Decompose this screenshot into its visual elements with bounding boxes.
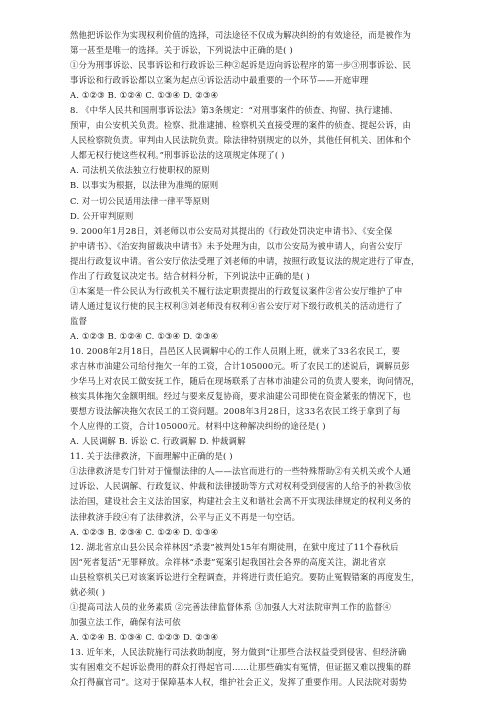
text-line: A. ①②③ B. ②③④ C. ①②④ D. ①③④ bbox=[70, 526, 219, 537]
text-line: 作出了行政复议决定书。结合材料分析，下列说法中正确的是( ) bbox=[70, 270, 310, 281]
text-line: 11. 关于法律救济，下面理解中正确的是( ) bbox=[70, 451, 233, 462]
text-line: 众打得赢官司”。这对于保障基本人权，维护社会正义，发挥了重要作用。人民法院对弱势 bbox=[70, 677, 407, 688]
text-line: 护申请书》、《治安拘留裁决申请书》未予处理为由，以市公安局为被申请人，向省公安厅 bbox=[70, 240, 403, 251]
text-line: 8. 《中华人民共和国刑事诉讼法》第3条规定：“对刑事案件的侦查、拘留、执行逮捕、 bbox=[70, 105, 398, 116]
text-line: 个人应得的工资，合计105000元。材料中这种解决纠纷的途径是( ) bbox=[70, 421, 326, 432]
text-line: 第一甚至是唯一的选择。关于诉讼，下列说法中正确的是( ) bbox=[70, 45, 293, 56]
text-line: 提出行政复议申请。省公安厅依法受理了刘老师的申请，按照行政复议法的规定进行了审查， bbox=[70, 255, 420, 266]
text-line: 预审，由公安机关负责。检察、批准逮捕、检察机关直接受理的案件的侦查、提起公诉，由 bbox=[70, 120, 411, 131]
text-line: 核实具体拖欠金额明细。经过与要来反复协商，要求油建公司即使在资金紧张的情况下，也 bbox=[70, 391, 411, 402]
document-body bbox=[70, 28, 456, 690]
text-line: 法治国，建设社会主义法治国家，构建社会主义和谐社会离不开实现法律规定的权利义务的 bbox=[70, 496, 411, 507]
text-line: 请人通过复议行使的民主权利③刘老师没有权利④省公安厅对下级行政机关的活动进行了 bbox=[70, 300, 403, 311]
text-line: 就必须( ) bbox=[70, 586, 106, 597]
text-line: A. ①②③ B. ①②④ C. ①③④ D. ②③④ bbox=[70, 330, 219, 341]
text-line: 加强立法工作，确保有法可依 bbox=[70, 616, 181, 627]
text-line: 然他把诉讼作为实现权利价值的选择，司法途径不仅成为解决纠纷的有效途径，而是被作为 bbox=[70, 30, 411, 40]
text-line: 求吉林市油建公司给付拖欠一年的工资，合计105000元。听了农民工的述说后，调解员彭 bbox=[70, 361, 410, 372]
text-line: 山县检察机关已对该案诉讼进行全程调查，并将进行责任追究。要防止冤假错案的再度发生， bbox=[70, 571, 420, 582]
text-line: A. 人民调解 B. 诉讼 C. 行政调解 D. 仲裁调解 bbox=[70, 436, 246, 447]
text-line: A. ①②③ B. ①②④ C. ①③④ D. ②③④ bbox=[70, 90, 219, 101]
text-line: 13. 近年来，人民法院施行司法救助制度，努力做到“让那些合法权益受到侵害、但经济确 bbox=[70, 646, 407, 657]
text-line: 监督 bbox=[70, 315, 88, 326]
text-line: 人民检察院负责。审判由人民法院负责。除法律特别规定的以外，其他任何机关、团体和个 bbox=[70, 135, 411, 146]
text-line: B. 以事实为根据，以法律为准绳的原则 bbox=[70, 180, 219, 191]
text-line: D. 公开审判原则 bbox=[70, 210, 134, 221]
text-line: 12. 湖北省京山县公民佘祥林因“杀妻”被判处15年有期徒刑，在狱中度过了11个春秋后 bbox=[70, 541, 399, 552]
text-line: 法律救济手段④有了法律救济，公平与正义不再是一句空话。 bbox=[70, 511, 301, 522]
text-line: 10. 2008年2月18日，昌邑区人民调解中心的工作人员刚上班，就来了33名农民工，要 bbox=[70, 345, 401, 356]
text-line: 少华马上对农民工做安抚工作，随后在现场联系了吉林市油建公司的负责人要来，询问情况， bbox=[70, 376, 420, 387]
text-line: 实有困难交不起诉讼费用的群众打得起官司……让那些确实有冤情，但证据又难以搜集的群 bbox=[70, 661, 411, 672]
text-line: A. ①②④ B. ①③④ C. ①②③ D. ②③④ bbox=[70, 631, 219, 642]
text-line: 因“死者复活”无罪释放。佘祥林“杀妻”冤案引起我国社会各界的高度关注，湖北省京 bbox=[70, 556, 387, 567]
text-line: A. 司法机关依法独立行使职权的原则 bbox=[70, 165, 210, 176]
text-line: 人都无权行使这些权利。”刑事诉讼法的这项规定体现了( ) bbox=[70, 150, 285, 161]
text-line: ①本案是一件公民认为行政机关不履行法定职责提出的行政复议案件②省公安厅维护了申 bbox=[70, 285, 403, 296]
text-line: ①提高司法人员的业务素质 ②完善法律监督体系 ③加强人大对法院审判工作的监督④ bbox=[70, 601, 392, 612]
text-line: ①法律救济是专门针对于憧憬法律的人——法官而进行的一些特殊帮助②有关机关或个人通 bbox=[70, 466, 411, 477]
text-line: C. 对一切公民适用法律一律平等原则 bbox=[70, 195, 210, 206]
text-line: ①分为刑事诉讼、民事诉讼和行政诉讼三种②起诉是迈向诉讼程序的第一步③刑事诉讼、民 bbox=[70, 60, 411, 71]
text-line: 事诉讼和行政诉讼都以立案为起点④诉讼活动中最重要的一个环节——开庭审理 bbox=[70, 75, 369, 86]
text-line: 9. 2000年1月28日，刘老师以市公安局对其提出的《行政处罚决定申请书》、《安全保 bbox=[70, 225, 393, 236]
text-line: 过诉讼、人民调解、行政复议、仲裁和法律援助等方式对权利受到侵害的人给予的补救③依 bbox=[70, 481, 411, 492]
text-line: 要想方设法解决拖欠农民工的工资问题。2008年3月28日，这33名农民工终于拿到了每 bbox=[70, 406, 401, 417]
